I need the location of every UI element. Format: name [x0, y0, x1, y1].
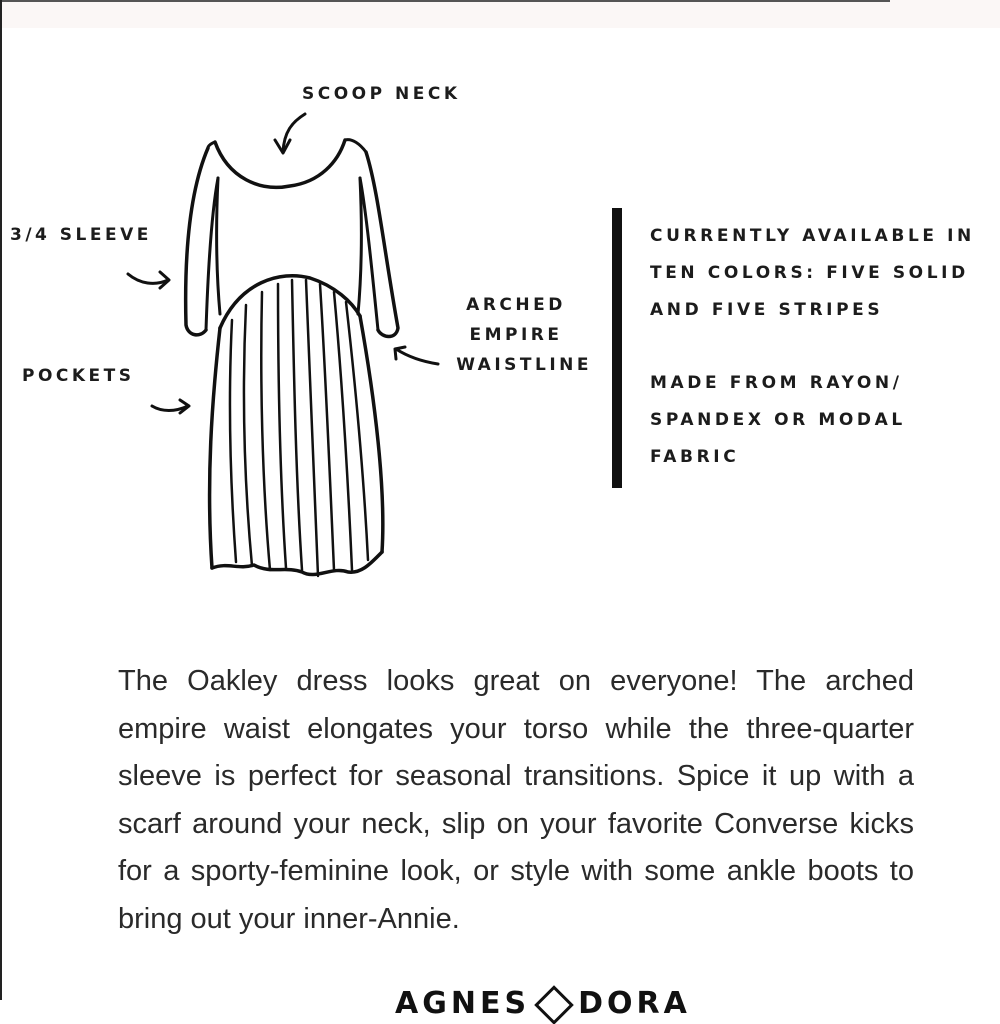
- fabric-line-3: FABRIC: [650, 447, 740, 467]
- diamond-icon: [534, 985, 574, 1024]
- info-divider: [612, 208, 622, 488]
- callout-waistline-line-3: WAISTLINE: [456, 355, 592, 375]
- availability-line-3: AND FIVE STRIPES: [650, 300, 884, 320]
- fabric-line-1: MADE FROM RAYON/: [650, 373, 903, 393]
- callout-sleeve: 3/4 SLEEVE: [10, 225, 152, 245]
- top-strip: [0, 0, 1000, 28]
- dress-sketch-icon: [120, 100, 440, 600]
- fabric-text: [650, 365, 1000, 476]
- availability-text: [650, 218, 1000, 329]
- brand-name-right: DORA: [578, 986, 691, 1021]
- callout-waistline-line-1: ARCHED: [466, 295, 566, 315]
- left-border: [0, 0, 2, 1000]
- waistline-arrow-icon: [396, 349, 438, 364]
- callout-pockets: POCKETS: [22, 366, 135, 386]
- availability-line-2: TEN COLORS: FIVE SOLID: [650, 263, 969, 283]
- brand-name-left: AGNES: [395, 986, 531, 1021]
- top-divider: [0, 0, 890, 2]
- callout-scoop-neck: SCOOP NECK: [302, 84, 461, 104]
- product-description: The Oakley dress looks great on everyone! The arched empire waist elongates your torso while the three-quarter sleeve is perfect for seasonal transitions. Spice it up with a scarf around your neck, slip on your favorite Converse kicks for a sporty-feminine look, or style with some ankle boots to bring out your inner-Annie.: [118, 665, 914, 935]
- fabric-line-2: SPANDEX OR MODAL: [650, 410, 906, 430]
- callout-waistline: [440, 290, 592, 380]
- brand-logo: [395, 986, 691, 1021]
- availability-line-1: CURRENTLY AVAILABLE IN: [650, 226, 975, 246]
- callout-waistline-line-2: EMPIRE: [469, 325, 563, 345]
